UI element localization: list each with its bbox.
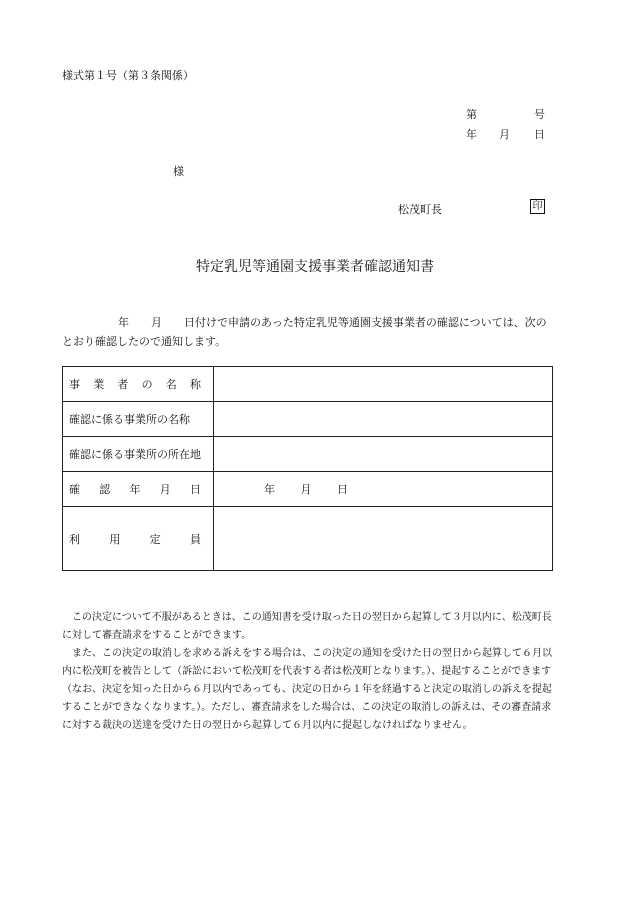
document-title: 特定乳児等通園支援事業者確認通知書 [196,259,434,275]
label-operator-name: 事 業 者 の 名 称 [69,378,201,391]
confirmation-day: 日 [337,483,348,496]
confirmation-year: 年 [264,483,275,496]
table-row-capacity [63,507,553,571]
note-review-request: この決定について不服があるときは、この通知書を受け取った日の翌日から起算して３月以内に、松茂町長に対して審査請求をすることができます。 [62,612,552,641]
table-row-operator-name [63,367,553,402]
reference-number-suffix: 号 [534,108,545,121]
label-confirmation-date: 確 認 年 月 日 [69,483,201,496]
appeal-notes [62,609,556,735]
note-lawsuit: また、この決定の取消しを求める訴えをする場合は、この決定の通知を受けた日の翌日から起算して６月以内に松茂町を被告として（訴訟において松茂町を代表する者は松茂町となります。）、提起することができます（なお、決定を知った日から６月以内であっても、決定の日から１年を経過すると決定の取消しの訴えを提起することができなくなります。）。ただし、審査請求をした場合は、この決定の取消しの訴えは、その審査請求に対する裁決の送達を受けた日の翌日から起算して６月以内に提起しなければなりません。 [62,648,552,731]
issue-date-year: 年 [466,128,477,141]
label-facility-address: 確認に係る事業所の所在地 [63,437,214,472]
intro-text: 日付けで申請のあった特定乳児等通園支援事業者の確認については、次の [184,316,547,329]
intro-month: 月 [151,316,162,329]
intro-paragraph [62,313,556,351]
table-row-facility-address [63,437,553,472]
value-capacity[interactable] [214,507,553,571]
seal-stamp-box: 印 [530,199,545,214]
confirmation-month: 月 [300,483,312,496]
recipient-honorific: 様 [173,165,184,178]
issuer-name: 松茂町長 [398,203,442,216]
issue-date-month: 月 [499,128,510,141]
intro-line-1 [62,313,556,332]
value-facility-address[interactable] [214,437,553,472]
issue-date-day: 日 [534,128,545,141]
table-row-facility-name [63,402,553,437]
value-facility-name[interactable] [214,402,553,437]
intro-line-2: とおり確認したので通知します。 [62,335,227,348]
label-facility-name: 確認に係る事業所の名称 [63,402,214,437]
form-number-label: 様式第１号（第３条関係） [62,69,194,82]
table-row-confirmation-date [63,472,553,507]
intro-year: 年 [118,316,129,329]
label-capacity: 利 用 定 員 [69,532,201,546]
reference-number-prefix: 第 [466,108,477,121]
confirmation-table [62,366,553,571]
value-operator-name[interactable] [214,367,553,402]
value-confirmation-date[interactable] [214,472,553,507]
